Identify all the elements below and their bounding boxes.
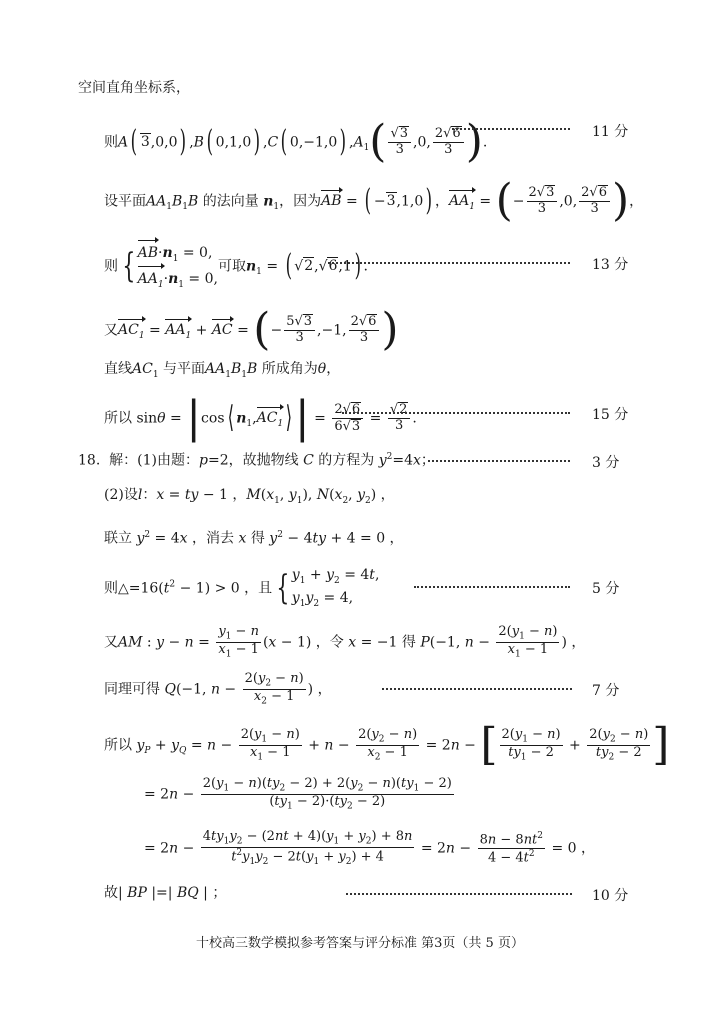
text-line-coordinate-system	[78, 80, 190, 96]
text-line-normal-vector: 设平面$AA_1B_1B$ 的法向量 $n_1$，因为AB = ( −3,1,0) ，$AA_1$ = (− $\frac{2√3}{3}$ ,0, $\frac{2√6}{3}$ )，	[104, 175, 644, 226]
text-line-discriminant: 则$\triangle=16(t^2 - 1) > 0$ ，且 { $y_1 + y_2 = 4t$, $y_1y_2 = 4$,	[104, 567, 380, 610]
score-13: 13 分	[592, 257, 629, 273]
text-line-ac1-vector: 又$AC_1 = AA_1$ + AC = (− $\frac{5√3}{3}$ ,−1, $\frac{2√6}{3}$ )	[104, 304, 399, 355]
dotted-leader	[346, 893, 572, 895]
line-1-text: 空间直角坐标系，	[78, 80, 190, 96]
dotted-leader	[452, 128, 570, 130]
score-5: 5 分	[592, 581, 620, 597]
dotted-leader	[428, 460, 570, 462]
text-line-step2: = 2n − $\frac{2(y_1 - n)(ty_2 - 2) + 2(y_2 - n)(ty_1 - 2)}{(ty_1 - 2)\cdot(ty_2 - 2)}$	[144, 776, 452, 812]
text-line-am: 又AM : y − n = $\frac{y_1 - n}{x_1 - 1}$ (x − 1) ，令 x = −1 得 P(−1, n − $\frac{2(y_1 - n)}{x_1 - 1}$ ) ，	[104, 624, 586, 660]
text-line-conclusion: 故| BP |=| BQ | ；	[104, 885, 227, 901]
score-3: 3 分	[592, 455, 620, 471]
text-line-sin: 所以 sinθ = |cos⟨ $n_1,AC_1⟩|$ = $\frac{2√6}{6√3}$ = $\frac{√2}{3}$ .	[104, 392, 417, 443]
text-line-coordinates: 则A( 3,0,0) ,B( 0,1,0) ,C( 0,−1,0) $,A_1$( $\frac{√3}{3}$ ,0, $\frac{2√6}{3}$ ).	[104, 116, 488, 167]
text-line-q18-part1: 18. 解：(1)由题：p=2，故抛物线 C 的方程为 $y^2=4x$；	[78, 452, 435, 469]
text-line-angle: 直线$AC_1$ 与平面$AA_1B_1B$ 所成角为θ，	[104, 361, 341, 380]
text-line-q-point: 同理可得 Q(−1, n − $\frac{2(y_2 - n)}{x_2 - 1}$ ) ，	[104, 671, 332, 707]
text-line-yp-yq: 所以 $y_P + y_Q = n$ − $\frac{2(y_1 - n)}{x_1 - 1}$ + n − $\frac{2(y_2 - n)}{x_2 - 1}$ = 2n − [ $\frac{2(y_1 - n)}{ty_1 - 2}$ + $\frac{2(y_2 - n)}{ty_2 - 2}$ ]	[104, 719, 670, 770]
text-line-simultaneous: 联立 $y^2 = 4x$ ，消去 x 得 $y^2 - 4ty + 4 = 0$ ，	[104, 530, 404, 547]
dotted-leader	[382, 688, 572, 690]
score-10: 10 分	[592, 888, 629, 904]
dotted-leader	[414, 586, 570, 588]
text-line-system: 则 { $AB\cdot n_1 = 0$, $AA_1\cdot n_1 = 0$, 可取$n_1$ = ( √2,√6,1) .	[104, 240, 368, 293]
score-7: 7 分	[592, 683, 620, 699]
score-11: 11 分	[592, 124, 629, 140]
page-footer: 十校高三数学模拟参考答案与评分标准 第3页（共 5 页）	[196, 936, 524, 951]
text-line-q18-part2: (2)设l：x = ty − 1 ，$M(x_1$, $y_1$), $N(x_2$, $y_2$) ，	[104, 487, 395, 506]
dotted-leader	[342, 412, 570, 414]
dotted-leader	[328, 262, 570, 264]
text-line-step3: = 2n − $\frac{4ty_1y_2 - (2nt + 4)(y_1 + y_2) + 8n}{t^2y_1y_2 - 2t(y_1 + y_2) + 4}$ = 2n − $\frac{8n - 8nt^2}{4 - 4t^2}$ = 0 ，	[144, 829, 596, 867]
score-15: 15 分	[592, 407, 629, 423]
